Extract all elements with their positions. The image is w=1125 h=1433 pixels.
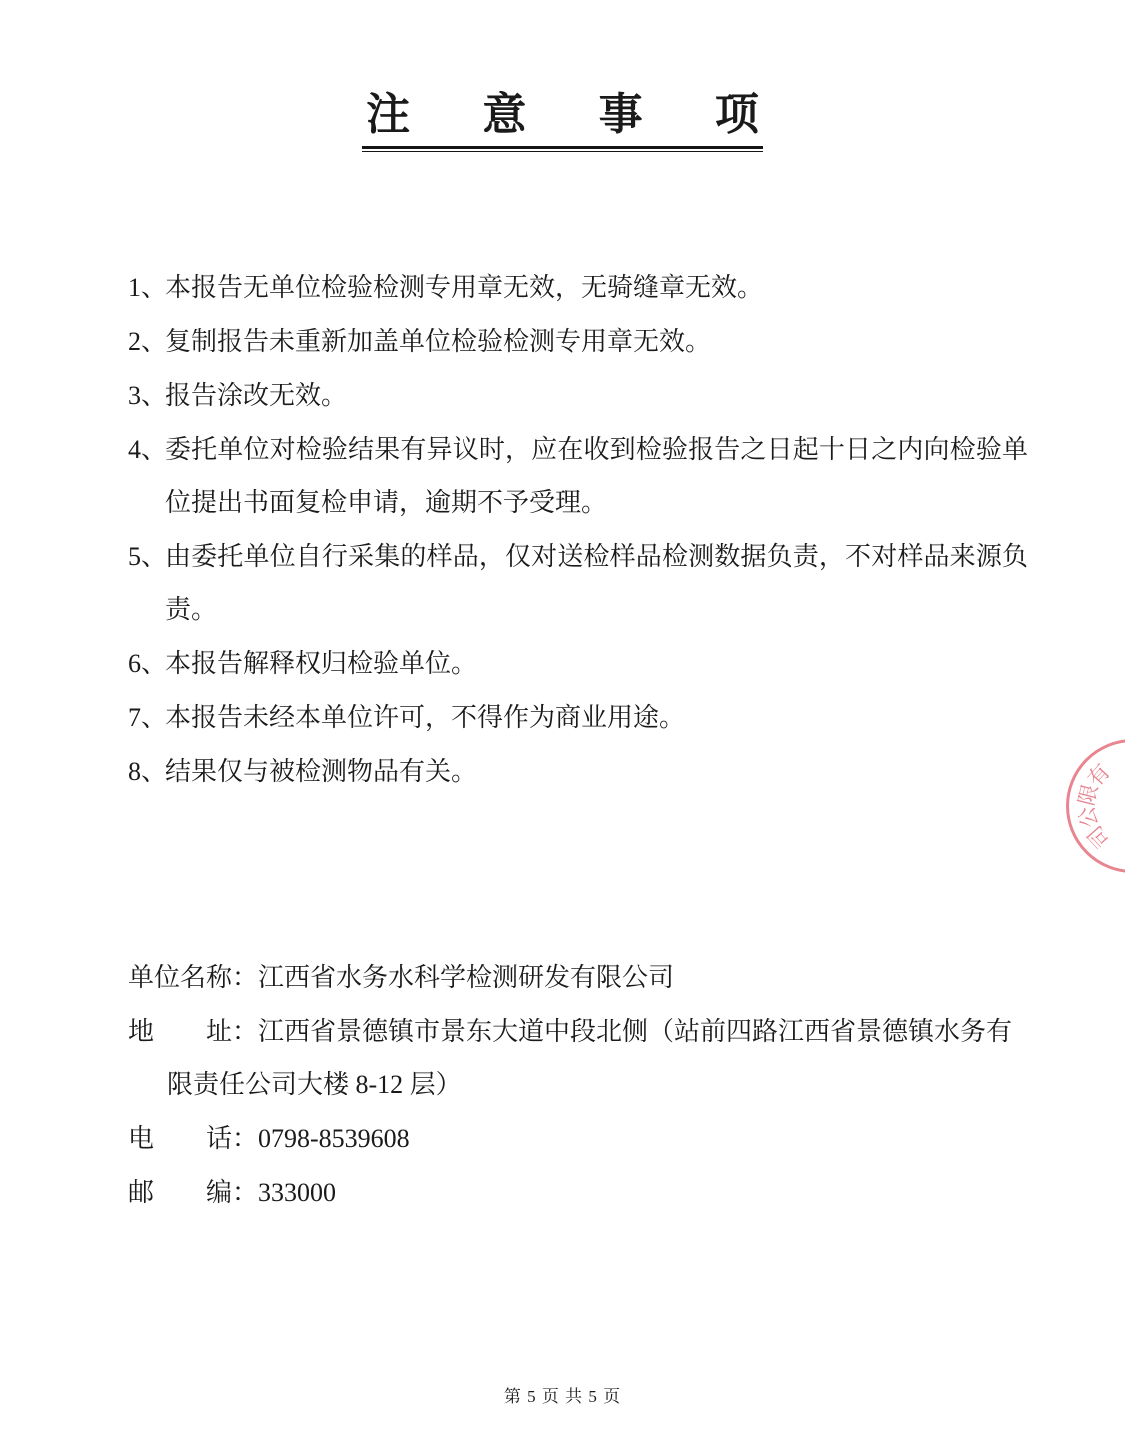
seal-character: 有	[1082, 759, 1115, 792]
note-item	[128, 637, 1028, 690]
note-item	[128, 369, 1028, 422]
note-text: 复制报告未重新加盖单位检验检测专用章无效。	[165, 327, 712, 356]
page-title	[362, 90, 763, 149]
company-postcode-row: 邮 编：333000	[128, 1178, 337, 1207]
seal-character: 限	[1074, 781, 1103, 808]
note-number: 6、	[128, 649, 168, 678]
note-text: 报告涂改无效。	[165, 381, 348, 410]
note-number: 3、	[128, 381, 168, 410]
note-text: 本报告未经本单位许可，不得作为商业用途。	[165, 703, 686, 732]
note-text: 本报告无单位检验检测专用章无效，无骑缝章无效。	[165, 273, 764, 302]
company-name-row: 单位名称：江西省水务水科学检测研发有限公司	[128, 963, 675, 992]
note-number: 1、	[128, 273, 168, 302]
seal-character: 公	[1074, 804, 1103, 831]
note-item	[128, 530, 1028, 636]
note-number: 8、	[128, 757, 168, 786]
note-item	[128, 745, 1028, 798]
page-number-footer: 第 5 页 共 5 页	[503, 1387, 622, 1406]
note-number: 2、	[128, 327, 168, 356]
note-number: 7、	[128, 703, 168, 732]
company-phone-row: 电 话：0798-8539608	[128, 1124, 410, 1153]
note-text: 委托单位对检验结果有异议时，应在收到检验报告之日起十日之内向检验单位提出书面复检申请，逾期不予受理。	[165, 435, 1028, 517]
note-number: 5、	[128, 542, 168, 571]
company-address-row: 地 址：江西省景德镇市景东大道中段北侧（站前四路江西省景德镇水务有限责任公司大楼 8-12 层）	[128, 1017, 1013, 1099]
note-item	[128, 423, 1028, 529]
note-text: 结果仅与被检测物品有关。	[165, 757, 478, 786]
note-item	[128, 691, 1028, 744]
seal-ring	[1066, 739, 1125, 873]
note-text: 由委托单位自行采集的样品，仅对送检样品检测数据负责，不对样品来源负责。	[165, 542, 1028, 624]
company-info-block	[128, 951, 1028, 1219]
note-text: 本报告解释权归检验单位。	[165, 649, 478, 678]
note-number: 4、	[128, 435, 168, 464]
note-item	[128, 261, 1028, 314]
page-title-text: 注 意 事 项	[366, 90, 759, 139]
seal-character: 司	[1082, 820, 1115, 853]
note-item	[128, 315, 1028, 368]
notes-list	[128, 261, 1028, 798]
